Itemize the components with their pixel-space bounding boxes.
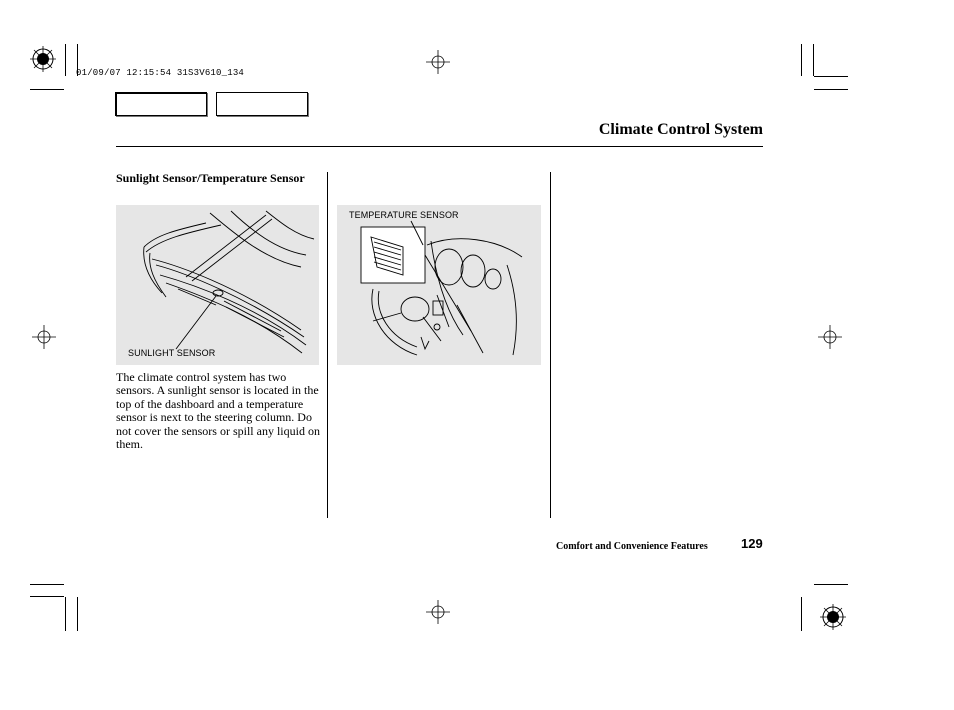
crosshair-icon: [426, 600, 450, 624]
dashboard-windshield-illustration: [116, 205, 319, 365]
steering-column-illustration: [337, 205, 541, 365]
print-stamp: 01/09/07 12:15:54 31S3V610_134: [76, 68, 245, 78]
crosshair-icon: [818, 325, 842, 349]
page-number: 129: [741, 536, 763, 551]
sunlight-sensor-label: SUNLIGHT SENSOR: [128, 348, 216, 358]
section-heading: Sunlight Sensor/Temperature Sensor: [116, 171, 305, 185]
crosshair-icon: [426, 50, 450, 74]
header-tab-box: [115, 92, 207, 116]
temperature-sensor-label: TEMPERATURE SENSOR: [349, 210, 459, 220]
header-rule: [116, 146, 763, 147]
sunlight-sensor-figure: [116, 205, 319, 365]
column-divider: [327, 172, 328, 518]
footer-section-name: Comfort and Convenience Features: [556, 541, 708, 552]
column-divider: [550, 172, 551, 518]
section-body: The climate control system has two sensors. A sunlight sensor is located in the top of the dashboard and a temperature sensor is next to the steering column. Do not cover the sensors or spill any liquid on them.: [116, 370, 320, 452]
crosshair-icon: [32, 325, 56, 349]
registration-target-icon: [28, 44, 58, 74]
temperature-sensor-figure: [337, 205, 541, 365]
header-tab-box: [216, 92, 308, 116]
registration-target-icon: [818, 602, 848, 632]
page-title: Climate Control System: [598, 121, 763, 138]
